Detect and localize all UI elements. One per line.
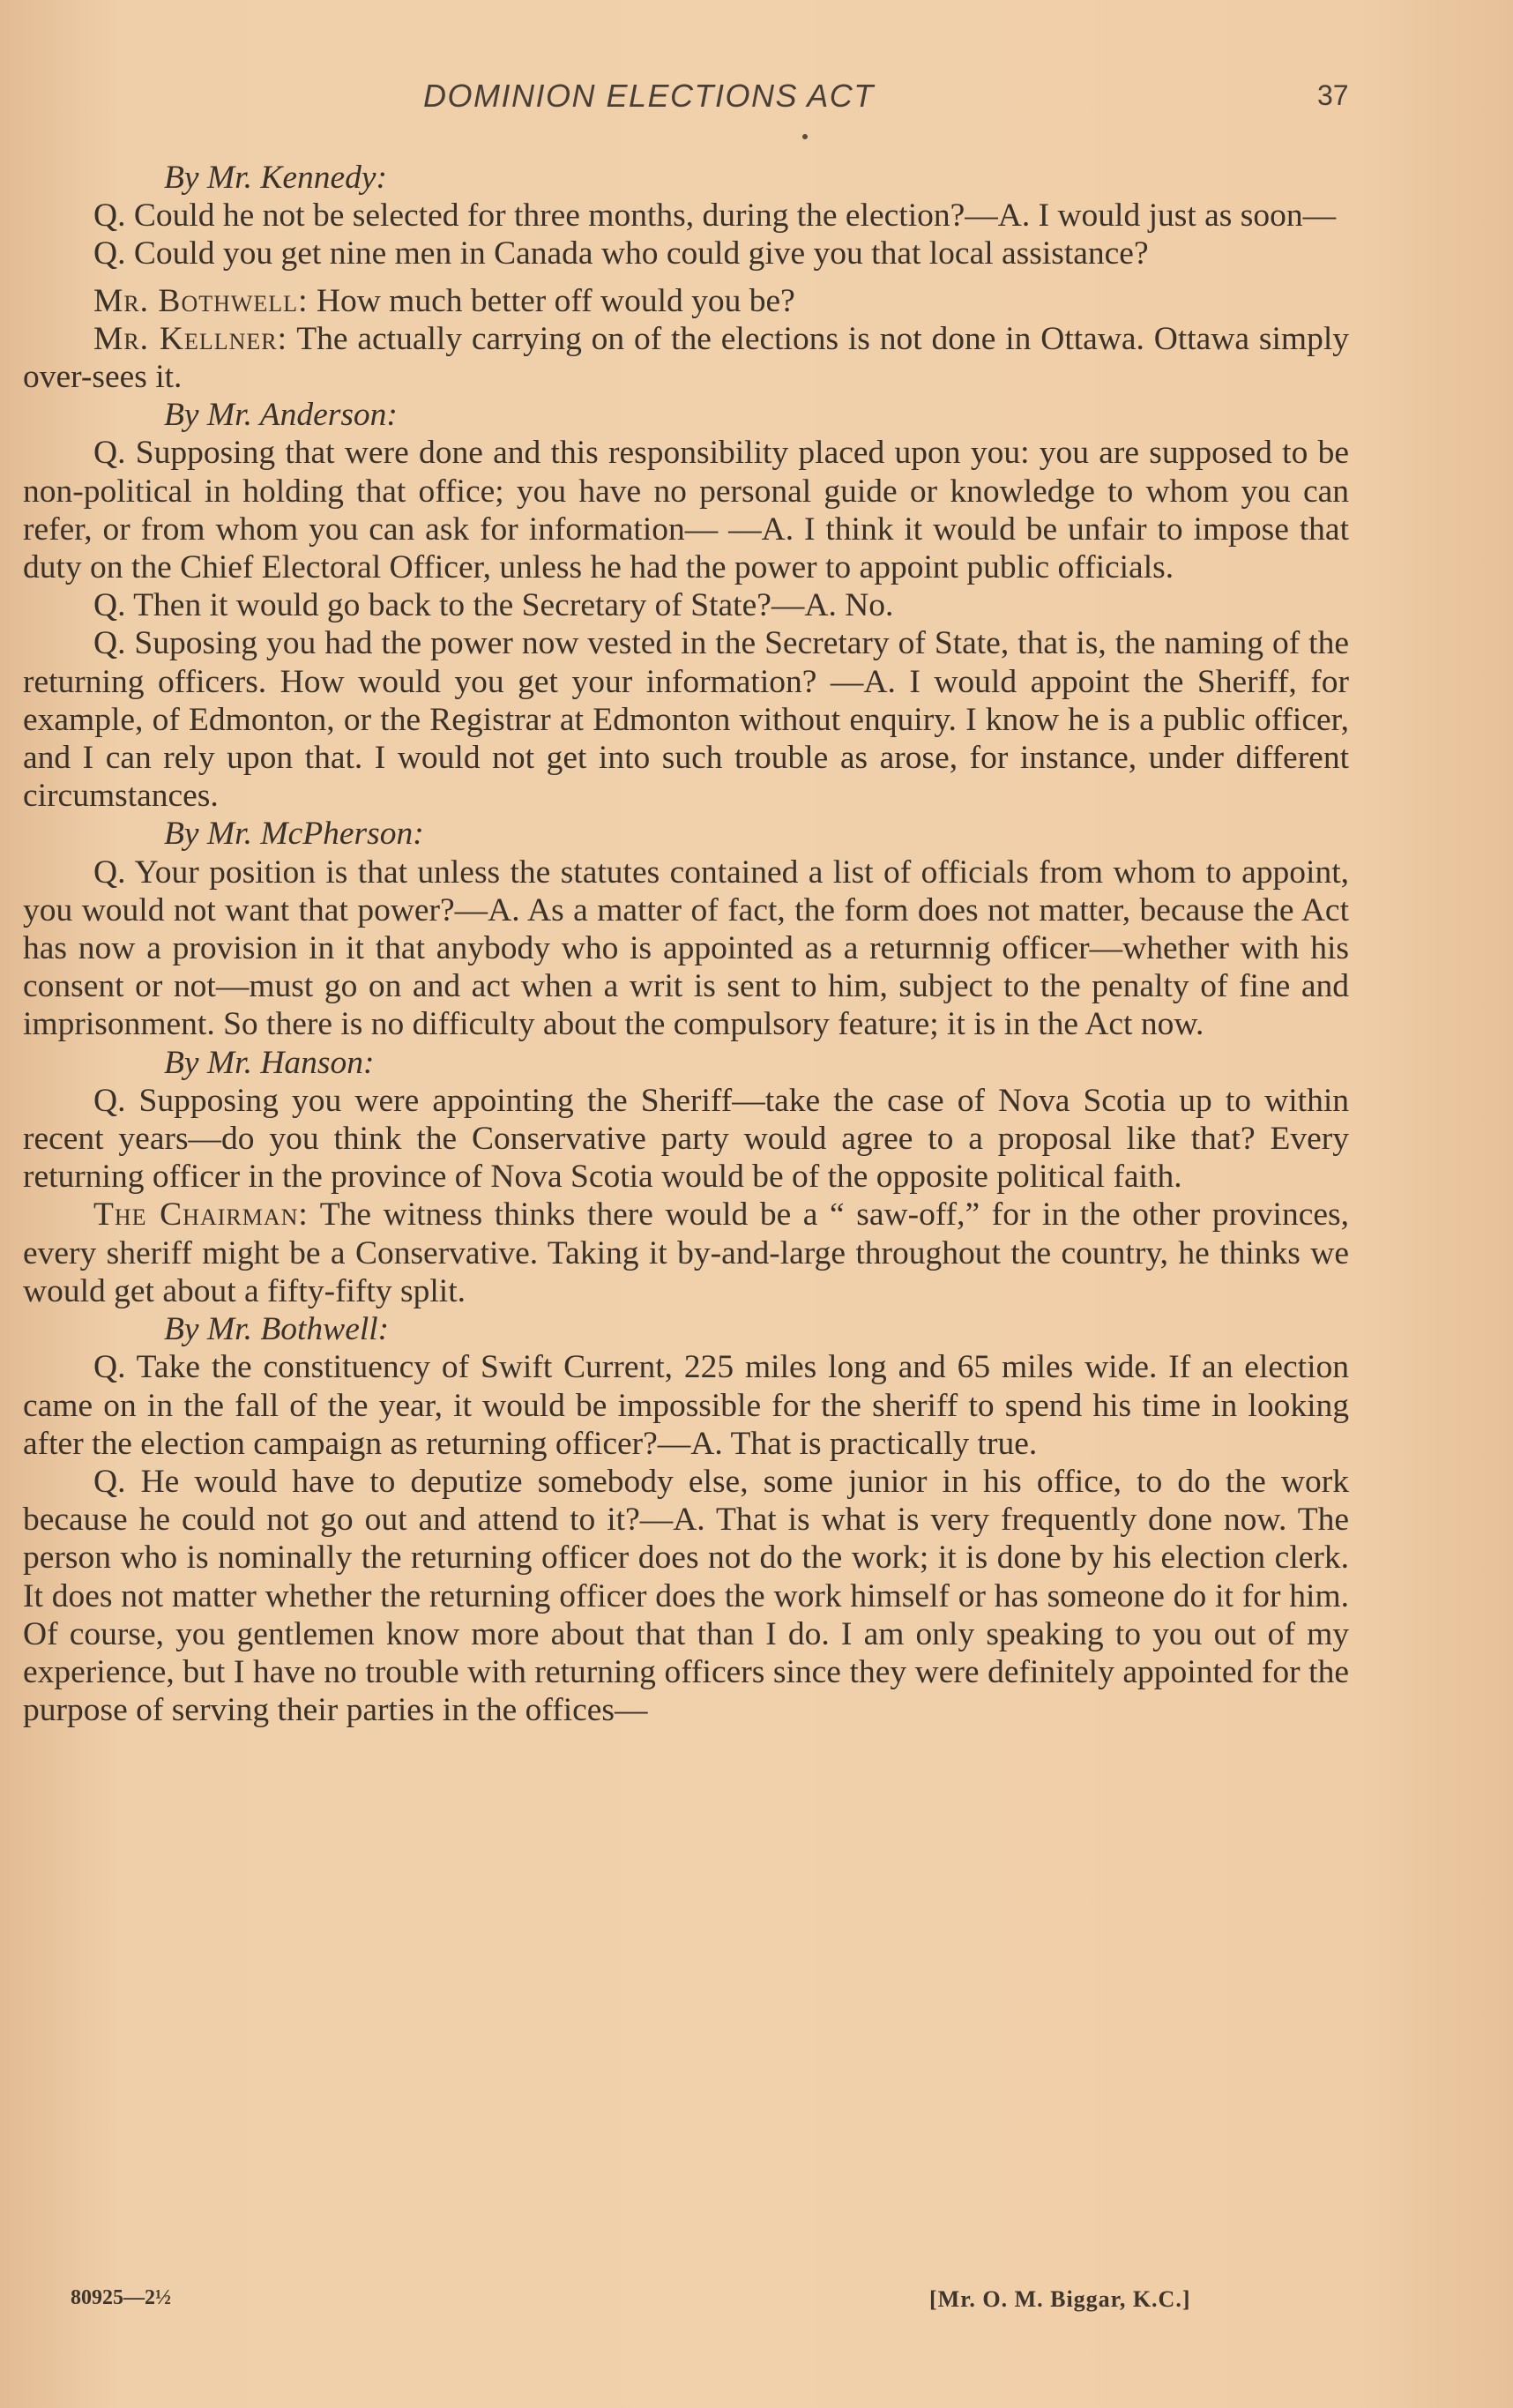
question-paragraph: Q. Take the constituency of Swift Current, 225 miles long and 65 miles wide. If an election came on in the fall of the year, it would be impossible for the sheriff to spend his time in looking after the election campaign as returning officer?—A. That is practically true.: [23, 1349, 1349, 1462]
running-title: DOMINION ELECTIONS ACT: [423, 78, 875, 114]
question-paragraph: Q. He would have to deputize somebody else, some junior in his office, to do the work because he could not go out and attend to it?—A. That is what is very frequently done now. The person who is nominally the returning officer does not do the work; it is done by his election clerk. It does not matter whether the returning officer does the work himself or has someone do it for him. Of course, you gentlemen know more about that than I do. I am only speaking to you out of my experience, but I have no trouble with returning officers since they were definitely appointed for the purpose of serving their parties in the offices—: [23, 1463, 1349, 1729]
question-paragraph: Q. Suposing you had the power now vested in the Secretary of State, that is, the naming of the returning officers. How would you get your information? —A. I would appoint the Sheriff, for example, of Edmonton, or the Registrar at Edmonton without enquiry. I know he is a public officer, and I can rely upon that. I would not get into such trouble as arose, for instance, under different circumstances.: [23, 625, 1349, 815]
speaker-text: How much better off would you be?: [308, 282, 795, 319]
print-speck: [802, 134, 808, 139]
question-paragraph: Q. Could you get nine men in Canada who could give you that local assistance?: [93, 235, 1149, 272]
speaker-paragraph: [23, 282, 1349, 320]
speaker-text: The witness thinks there would be a “ saw-off,” for in the other provinces, every sheriff might be a Conservative. Taking it by-and-large throughout the country, he thinks we would get about a fifty-fifty split.: [23, 1197, 1349, 1309]
question-paragraph: Q. Could he not be selected for three months, during the election?—A. I would just as soon—: [93, 198, 1337, 235]
question-paragraph: Q. Supposing that were done and this responsibility placed upon you: you are supposed to be non-political in holding that office; you have no personal guide or knowledge to whom you can refer, or from whom you can ask for information— —A. I think it would be unfair to impose that duty on the Chief Electoral Officer, unless he had the power to appoint public officials.: [23, 435, 1349, 586]
speaker-name: Mr. Kellner:: [93, 320, 288, 357]
speaker-text: The actually carrying on of the elections is not done in Ottawa. Ottawa simply over-sees it.: [23, 320, 1349, 396]
questioner-heading: By Mr. McPherson:: [164, 816, 424, 853]
questioner-heading: By Mr. Anderson:: [164, 397, 398, 434]
printer-signature: 80925—2½: [71, 2286, 171, 2309]
questioner-heading: By Mr. Bothwell:: [164, 1311, 390, 1348]
transcript-body: [23, 159, 1349, 1729]
speaker-paragraph: [23, 1196, 1349, 1310]
page-number: 37: [1317, 79, 1349, 111]
witness-attribution: [Mr. O. M. Biggar, K.C.]: [929, 2286, 1191, 2312]
questioner-heading: By Mr. Kennedy:: [164, 160, 388, 196]
questioner-heading: By Mr. Hanson:: [164, 1044, 375, 1081]
question-paragraph: Q. Your position is that unless the statutes contained a list of officials from whom to appoint, you would not want that power?—A. As a matter of fact, the form does not matter, because the Act has now a provision in it that anybody who is appointed as a returnnig officer—whether with his consent or not—must go on and act when a writ is sent to him, subject to the penalty of fine and imprisonment. So there is no difficulty about the compulsory feature; it is in the Act now.: [23, 854, 1349, 1043]
speaker-name: Mr. Bothwell:: [93, 282, 309, 319]
page-header: [0, 78, 1513, 122]
speaker-paragraph: [23, 320, 1349, 396]
question-paragraph: Q. Then it would go back to the Secretary of State?—A. No.: [93, 587, 894, 624]
speaker-name: The Chairman:: [93, 1197, 309, 1234]
question-paragraph: Q. Supposing you were appointing the Sheriff—take the case of Nova Scotia up to within recent years—do you think the Conservative party would agree to a proposal like that? Every returning officer in the province of Nova Scotia would be of the opposite political faith.: [23, 1082, 1349, 1196]
